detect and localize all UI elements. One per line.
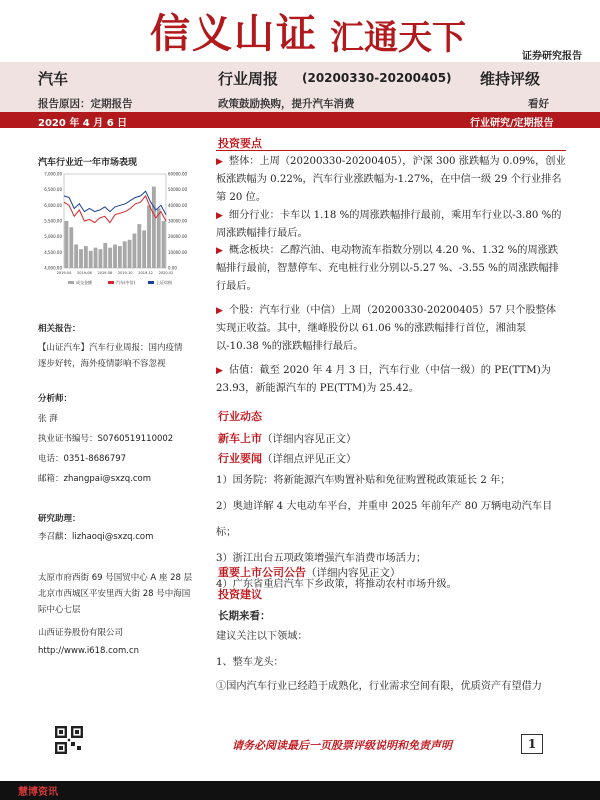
volume-bar (152, 187, 156, 268)
point-subindustry-text: 细分行业：卡车以 1.18 %的周涨跌幅排行最前，乘用车行业以-3.80 %的周涨跌幅排行最后。 (216, 210, 562, 239)
qr-code (55, 726, 83, 754)
report-reason: 报告原因：定期报告 (38, 98, 133, 110)
website-link[interactable]: http://www.i618.com.cn (38, 646, 140, 656)
announce-note: （详细内容见正文） (306, 567, 401, 579)
advice-title: 投资建议 (218, 588, 262, 601)
legend-label: 成交金额 (76, 280, 92, 285)
legend-swatch (68, 281, 74, 284)
x-tick-label: 2019-12 (138, 271, 153, 275)
point-stocks-text: 个股：汽车行业（中信）上周（20200330-20200405）57 只个股整体实现正收益。其中，继峰股份以 61.06 %的涨跌幅排行首位，湘油泵以-10.38 %的涨跌幅排行最后。 (216, 305, 557, 352)
new-cars-label[interactable]: 新车上市 (218, 432, 262, 445)
analyst-label: 分析师： (38, 394, 73, 404)
address-taiyuan: 太原市府西街 69 号国贸中心 A 座 28 层 (38, 573, 193, 583)
y2-tick-label: 10000.00 (168, 249, 188, 255)
company-name: 山西证券股份有限公司 (38, 628, 124, 638)
brand-logo (150, 0, 480, 60)
x-tick-label: 2020-02 (158, 271, 174, 275)
volume-bar (157, 208, 161, 268)
point-stocks (216, 302, 566, 356)
news-item: 2）奥迪详解 4 大电动车平台，并重申 2025 年前年产 80 万辆电动汽车目标； (216, 501, 553, 538)
volume-bar (74, 245, 78, 269)
volume-bar (79, 249, 83, 268)
volume-bar (94, 248, 98, 268)
address-beijing: 北京市西城区平安里西大街 28 号中海国际中心七层 (38, 589, 191, 615)
dynamics-title: 行业动态 (218, 410, 262, 423)
point-valuation (216, 362, 566, 398)
volume-bar (113, 245, 117, 269)
disclaimer-notice: 请务必阅读最后一页股票评级说明和免责声明 (232, 739, 452, 752)
news-row (218, 450, 357, 466)
headline: 政策鼓励换购，提升汽车消费 (218, 98, 355, 110)
y2-tick-label: 50000.00 (168, 187, 188, 193)
point-subindustry (216, 207, 566, 243)
news-item: 3）浙江出台五项政策增强汽车消费市场活力； (216, 553, 427, 564)
volume-bar (137, 224, 141, 268)
x-tick-label: 2019-08 (97, 271, 113, 275)
volume-bar (162, 221, 166, 268)
arrow-icon: ▶ (216, 157, 223, 167)
y-tick-label: 5,000.00 (44, 234, 62, 240)
point-concept-text: 概念板块：乙醇汽油、电动物流车指数分别以 4.20 %、1.32 %的周涨跌幅排行最前，智慧停车、充电桩行业分别以-5.27 %、-3.55 %的周涨跌幅排行最后。 (216, 245, 559, 292)
volume-bar (133, 234, 137, 268)
volume-bar (123, 241, 127, 268)
volume-bar (128, 240, 132, 268)
logo-slogan-text: 汇通天下 (330, 18, 466, 58)
y-tick-label: 5,500.00 (44, 218, 62, 224)
volume-bar (118, 246, 122, 268)
point-overall (216, 153, 566, 207)
legend-label: 上证综指 (156, 280, 172, 285)
new-cars-row (218, 430, 357, 446)
email-link[interactable]: 邮箱：zhangpai@sxzq.com (38, 474, 151, 484)
related-label: 相关报告： (38, 324, 81, 334)
y2-tick-label: 60000.00 (168, 171, 188, 177)
x-tick-label: 2019-06 (77, 271, 92, 275)
announce-row (218, 564, 401, 580)
phone: 电话：0351-8686797 (38, 454, 127, 464)
suggest-text: 建议关注以下领域： (216, 631, 308, 642)
volume-bar (84, 246, 88, 268)
y-tick-label: 6,500.00 (44, 187, 62, 193)
y2-tick-label: 20000.00 (168, 234, 188, 240)
department-label: 证券研究报告 (522, 51, 582, 62)
news-item: 1）国务院：将新能源汽车购置补贴和免征购置税政策延长 2 年； (216, 475, 511, 486)
chart-title: 汽车行业近一年市场表现 (38, 158, 138, 168)
point-concept (216, 242, 566, 296)
legend-swatch (148, 281, 154, 284)
page-number: 1 (521, 734, 543, 754)
volume-bar (108, 248, 112, 268)
report-category: 行业研究/定期报告 (470, 118, 554, 129)
bottom-bar (0, 781, 600, 800)
rating: 维持评级 (480, 70, 541, 88)
x-tick-label: 2019-04 (56, 271, 72, 275)
new-cars-note: （详细内容见正文） (262, 433, 357, 445)
analyst-name: 张 湃 (38, 414, 58, 424)
news-note: （详细点评见正文） (262, 453, 357, 465)
date-bar (0, 112, 600, 128)
legend-label: 汽车(中信) (116, 280, 136, 285)
news-item: 4）广东省重启汽车下乡政策，将推动农村市场升级。 (216, 579, 457, 590)
point-valuation-text: 估值：截至 2020 年 4 月 3 日，汽车行业（中信一级）的 PE(TTM)为 23.93，新能源汽车的 PE(TTM)为 25.42。 (216, 365, 551, 394)
cert-number: 执业证书编号：S0760519110002 (38, 434, 174, 444)
outlook: 看好 (528, 98, 549, 110)
arrow-icon: ▶ (216, 246, 223, 256)
y-tick-label: 6,000.00 (44, 202, 62, 208)
arrow-icon: ▶ (216, 211, 223, 221)
report-type: 行业周报 (218, 70, 279, 88)
volume-bar (69, 227, 73, 268)
x-tick-label: 2019-10 (117, 271, 133, 275)
y-tick-label: 7,000.00 (44, 171, 62, 177)
key-points-title: 投资要点 (218, 137, 262, 150)
related-report-link[interactable]: 【山证汽车】汽车行业周报：国内疫情逐步好转，海外疫情影响不容忽视 (38, 343, 183, 369)
divider (216, 150, 566, 151)
y2-tick-label: 40000.00 (168, 202, 188, 208)
sector-title: 汽车 (38, 70, 69, 88)
footer-brand: 慧博资讯 (18, 787, 58, 798)
report-period: (20200330-20200405) (302, 71, 452, 85)
volume-bar (142, 230, 146, 268)
point-overall-text: 整体：上周（20200330-20200405），沪深 300 涨跌幅为 0.09%，创业板涨跌幅为 0.22%，汽车行业涨跌幅为-1.27%，在中信一级 29 个行业排名第 20 位。 (216, 156, 566, 203)
announce-label[interactable]: 重要上市公司公告 (218, 566, 306, 579)
assistant-label: 研究助理： (38, 514, 81, 524)
legend-swatch (108, 281, 114, 284)
y-tick-label: 4,000.00 (44, 265, 62, 271)
y-tick-label: 4,500.00 (44, 249, 62, 255)
assistant-info: 李召麒：lizhaoqi@sxzq.com (38, 532, 154, 542)
arrow-icon: ▶ (216, 306, 223, 316)
y2-tick-label: 30000.00 (168, 218, 188, 224)
arrow-icon: ▶ (216, 366, 223, 376)
item1-text: ①国内汽车行业已经趋于成熟化，行业需求空间有限，优质资产有望借力 (216, 681, 542, 692)
volume-bar (65, 221, 69, 268)
y2-tick-label: 0.00 (168, 265, 177, 271)
logo-main-text: 信义山证 (150, 10, 318, 57)
report-date: 2020 年 4 月 6 日 (38, 118, 128, 129)
item1-title: 1、整车龙头： (216, 657, 284, 668)
news-label[interactable]: 行业要闻 (218, 452, 262, 465)
volume-bar (103, 243, 107, 268)
market-performance-chart (38, 168, 198, 290)
volume-bar (89, 251, 93, 268)
volume-bar (147, 205, 151, 268)
volume-bar (99, 249, 103, 268)
long-term: 长期来看： (218, 610, 271, 622)
